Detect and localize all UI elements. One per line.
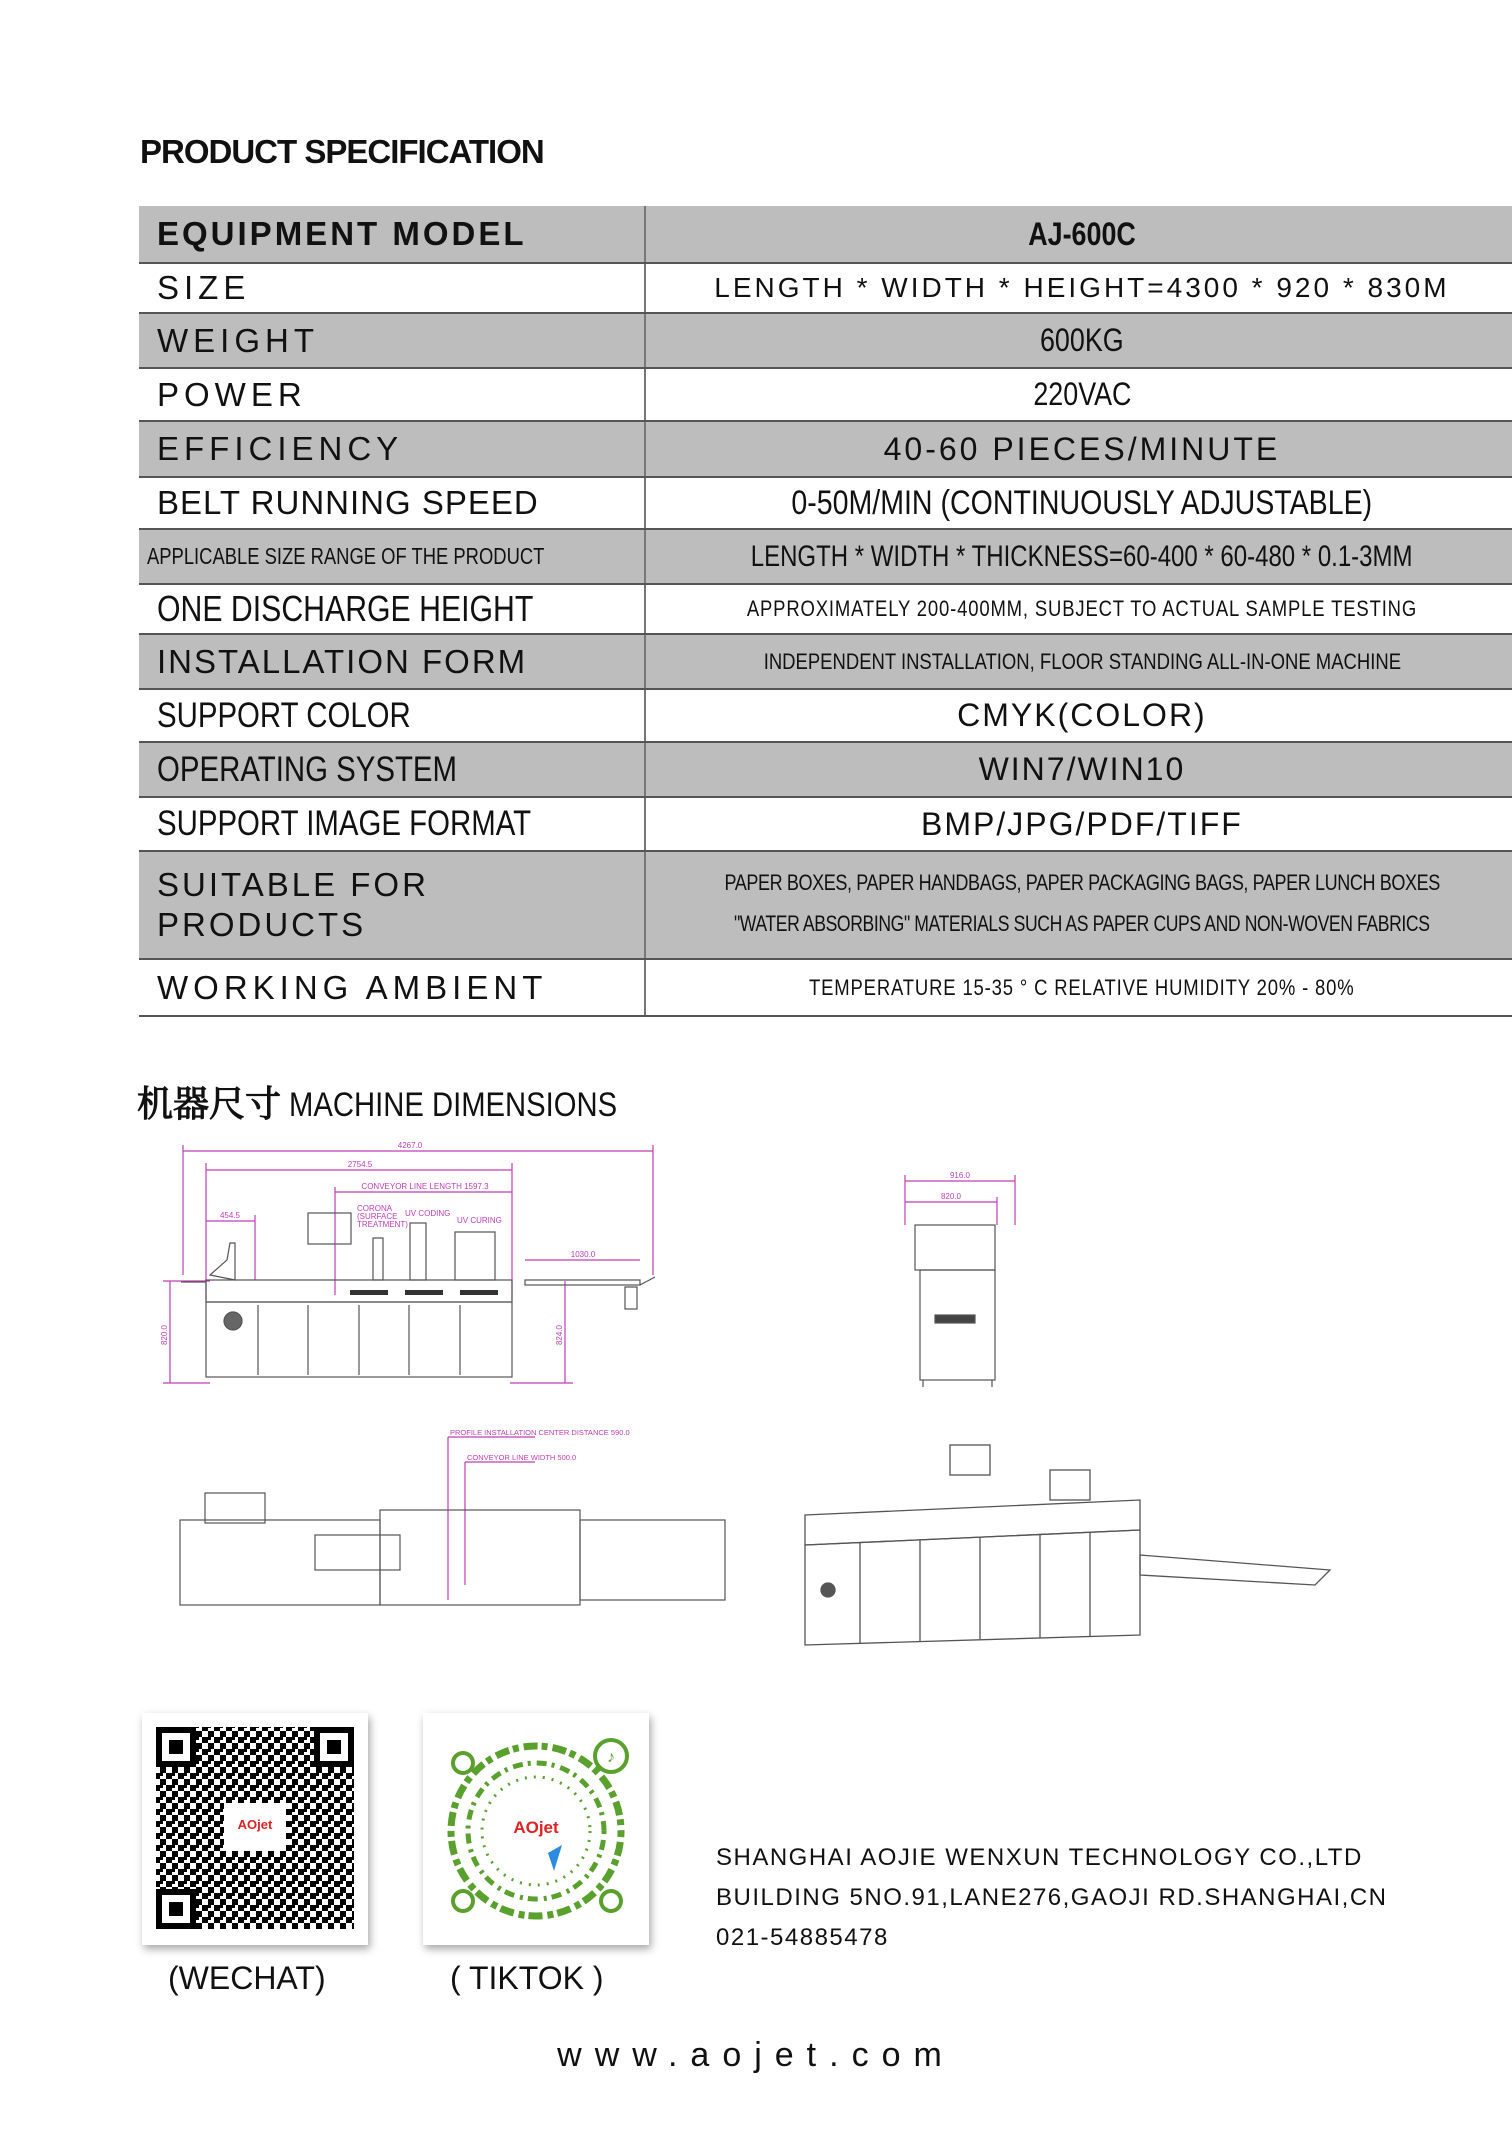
- table-row: [139, 529, 1512, 584]
- table-row: [139, 263, 1512, 313]
- spec-label: BELT RUNNING SPEED: [157, 484, 539, 521]
- dim-profile-distance: PROFILE INSTALLATION CENTER DISTANCE 590.0: [450, 1428, 630, 1437]
- table-row: [139, 689, 1512, 742]
- spec-value: WIN7/WIN10: [978, 751, 1186, 787]
- spec-label: POWER: [157, 375, 307, 413]
- company-name: SHANGHAI AOJIE WENXUN TECHNOLOGY CO.,LTD: [716, 1844, 1363, 1871]
- company-address: BUILDING 5NO.91,LANE276,GAOJI RD.SHANGHAI,CN: [716, 1884, 1388, 1911]
- spec-value: APPROXIMATELY 200-400MM, SUBJECT TO ACTUAL SAMPLE TESTING: [746, 596, 1418, 621]
- dim-height-right: 824.0: [555, 1324, 564, 1346]
- dim-outfeed: 1030.0: [570, 1250, 596, 1259]
- dim-feeder: 454.5: [219, 1211, 241, 1220]
- spec-label: APPLICABLE SIZE RANGE OF THE PRODUCT: [147, 543, 545, 569]
- table-row: [139, 584, 1512, 634]
- spec-label: WORKING AMBIENT: [157, 968, 548, 1006]
- spec-value: LENGTH * WIDTH * HEIGHT=4300 * 920 * 830M: [714, 272, 1450, 303]
- table-row: [139, 368, 1512, 421]
- spec-label: OPERATING SYSTEM: [157, 749, 458, 789]
- table-row: [139, 421, 1512, 477]
- label-corona: CORONA: [357, 1204, 393, 1213]
- spec-value: LENGTH * WIDTH * THICKNESS=60-400 * 60-480 * 0.1-3MM: [751, 539, 1413, 573]
- spec-value: CMYK(COLOR): [957, 697, 1207, 733]
- dimensions-heading: [137, 1076, 671, 1127]
- spec-label: ONE DISCHARGE HEIGHT: [157, 588, 534, 629]
- spec-label: INSTALLATION FORM: [157, 642, 528, 680]
- spec-label: EFFICIENCY: [157, 430, 404, 467]
- spec-value: BMP/JPG/PDF/TIFF: [921, 805, 1243, 842]
- spec-label: PRODUCTS: [157, 906, 367, 943]
- table-row: [139, 959, 1512, 1016]
- spec-table: [139, 206, 1512, 1017]
- front-view-drawing: [155, 1135, 745, 1405]
- v-badge-icon: [548, 1845, 562, 1871]
- spec-value: 40-60 PIECES/MINUTE: [883, 430, 1281, 467]
- spec-label: EQUIPMENT MODEL: [157, 215, 527, 252]
- spec-label: SUPPORT COLOR: [157, 695, 411, 735]
- dim-side-inner: 820.0: [940, 1192, 962, 1201]
- side-view-drawing: [895, 1165, 1035, 1395]
- dim-total-length: 4267.0: [397, 1141, 423, 1150]
- spec-value: AJ-600C: [1028, 215, 1136, 252]
- spec-label: WEIGHT: [157, 321, 319, 359]
- table-row: [139, 477, 1512, 529]
- aojet-logo: AOjet: [237, 1817, 273, 1832]
- table-row: [139, 313, 1512, 368]
- dimension-lines: [163, 1145, 653, 1383]
- tiktok-icon: ♪: [607, 1749, 615, 1766]
- spec-value: 0-50M/MIN (CONTINUOUSLY ADJUSTABLE): [791, 483, 1373, 522]
- qr-code-icon: [142, 1713, 368, 1945]
- dim-side-outer: 916.0: [949, 1171, 971, 1180]
- tiktok-caption: ( TIKTOK ): [450, 1960, 604, 1996]
- spec-value: TEMPERATURE 15-35 ° C RELATIVE HUMIDITY 20% - 80%: [809, 974, 1355, 1000]
- label-corona-3: TREATMENT): [357, 1220, 408, 1229]
- table-row: [139, 851, 1512, 959]
- spec-value: 600KG: [1040, 322, 1124, 358]
- dimensions-title-cn: 机器尺寸: [137, 1083, 282, 1124]
- dim-main-length: 2754.5: [347, 1160, 373, 1169]
- spec-label: SUPPORT IMAGE FORMAT: [157, 804, 532, 843]
- spec-value: PAPER BOXES, PAPER HANDBAGS, PAPER PACKAGING BAGS, PAPER LUNCH BOXES: [724, 870, 1440, 895]
- isometric-machine-drawing: [790, 1435, 1335, 1655]
- spec-value: INDEPENDENT INSTALLATION, FLOOR STANDING ALL-IN-ONE MACHINE: [763, 648, 1401, 674]
- aojet-logo: AOjet: [513, 1818, 559, 1837]
- dimensions-title-en: MACHINE DIMENSIONS: [289, 1086, 618, 1124]
- page-title: PRODUCT SPECIFICATION: [140, 133, 544, 170]
- table-row: [139, 634, 1512, 689]
- top-view-drawing: [175, 1425, 745, 1610]
- table-row: [139, 797, 1512, 851]
- wechat-qr-code[interactable]: [142, 1713, 368, 1945]
- table-row: [139, 742, 1512, 797]
- spec-value: 220VAC: [1032, 376, 1131, 412]
- label-uv-coding: UV CODING: [405, 1209, 451, 1218]
- spec-label: SIZE: [157, 269, 251, 306]
- tiktok-qr-code[interactable]: [423, 1713, 649, 1945]
- spec-label: SUITABLE FOR: [157, 866, 429, 903]
- company-phone: 021-54885478: [716, 1924, 889, 1951]
- table-row: [139, 206, 1512, 263]
- website-link[interactable]: www.aojet.com: [557, 2036, 955, 2074]
- dim-conveyor-width: CONVEYOR LINE WIDTH 500.0: [467, 1453, 577, 1462]
- dim-height-left: 820.0: [160, 1324, 169, 1346]
- wechat-caption: (WECHAT): [168, 1960, 326, 1996]
- tiktok-code-icon: [423, 1713, 649, 1945]
- label-corona-2: (SURFACE: [357, 1212, 398, 1221]
- label-uv-curing: UV CURING: [457, 1216, 502, 1225]
- spec-value: "WATER ABSORBING" MATERIALS SUCH AS PAPER CUPS AND NON-WOVEN FABRICS: [734, 911, 1430, 936]
- dim-conveyor-length: CONVEYOR LINE LENGTH 1597.3: [361, 1182, 489, 1191]
